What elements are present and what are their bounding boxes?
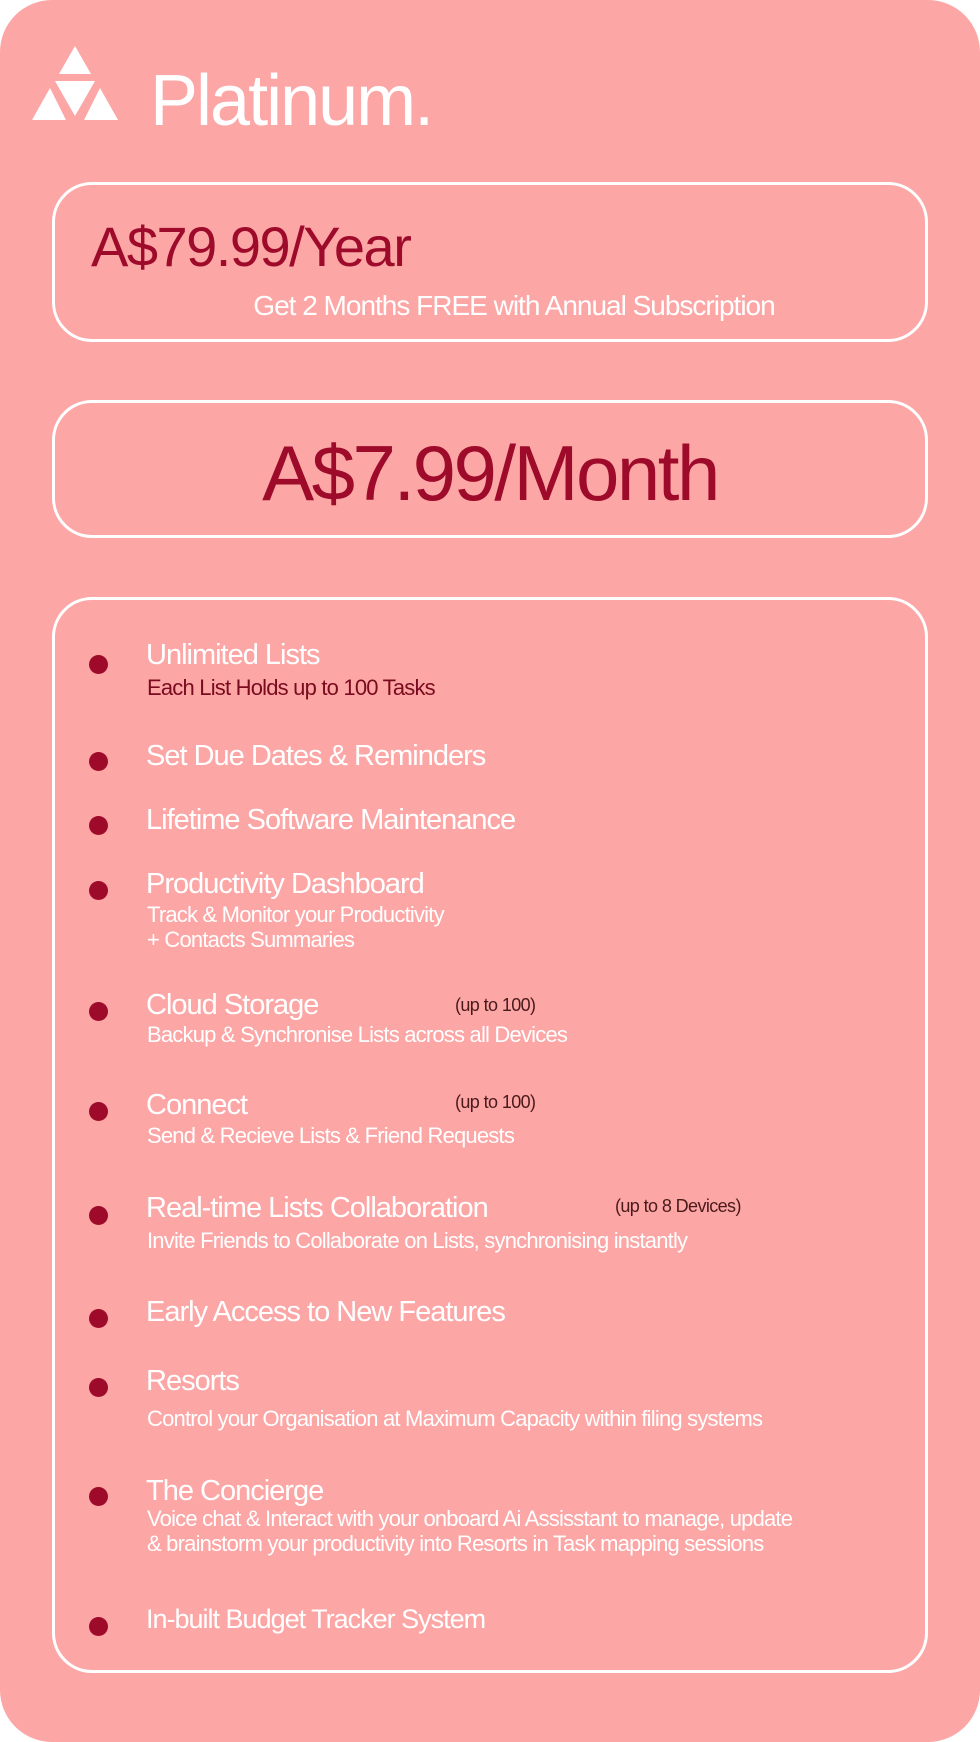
feature-title: Resorts <box>146 1365 239 1397</box>
feature-title: Unlimited Lists <box>146 639 320 671</box>
feature-title: Cloud Storage <box>146 989 319 1021</box>
feature-description: + Contacts Summaries <box>147 927 355 952</box>
feature-title: The Concierge <box>146 1475 324 1507</box>
plan-name: Platinum. <box>150 61 433 141</box>
bullet-icon <box>89 881 108 900</box>
yearly-price: A$79.99/Year <box>91 215 411 278</box>
feature-title: Connect <box>146 1089 248 1121</box>
yearly-promo-note: Get 2 Months FREE with Annual Subscription <box>253 290 775 321</box>
feature-title: In-built Budget Tracker System <box>146 1604 486 1634</box>
feature-description: Control your Organisation at Maximum Capacity within filing systems <box>147 1406 763 1431</box>
bullet-icon <box>89 655 108 674</box>
feature-title: Real-time Lists Collaboration <box>146 1192 488 1224</box>
feature-description: & brainstorm your productivity into Resorts in Task mapping sessions <box>147 1531 764 1556</box>
feature-description: Invite Friends to Collaborate on Lists, synchronising instantly <box>147 1228 688 1253</box>
bullet-icon <box>89 752 108 771</box>
feature-description: Send & Recieve Lists & Friend Requests <box>147 1123 515 1148</box>
feature-limit-note: (up to 100) <box>455 995 536 1015</box>
features-list <box>52 597 928 1673</box>
monthly-price: A$7.99/Month <box>262 429 718 517</box>
feature-limit-note: (up to 100) <box>455 1092 536 1112</box>
bullet-icon <box>89 1617 108 1636</box>
bullet-icon <box>89 1102 108 1121</box>
bullet-icon <box>89 816 108 835</box>
feature-description: Track & Monitor your Productivity <box>147 902 444 927</box>
feature-title: Lifetime Software Maintenance <box>146 804 516 836</box>
yearly-price-option[interactable] <box>52 182 928 342</box>
feature-limit-note: (up to 8 Devices) <box>615 1196 741 1216</box>
feature-description: Backup & Synchronise Lists across all Devices <box>147 1022 568 1047</box>
bullet-icon <box>89 1206 108 1225</box>
feature-title: Set Due Dates & Reminders <box>146 740 486 772</box>
feature-title: Productivity Dashboard <box>146 868 424 900</box>
feature-description: Each List Holds up to 100 Tasks <box>147 675 435 700</box>
bullet-icon <box>89 1378 108 1397</box>
feature-description: Voice chat & Interact with your onboard Ai Assisstant to manage, update <box>147 1506 793 1531</box>
bullet-icon <box>89 1002 108 1021</box>
bullet-icon <box>89 1309 108 1328</box>
feature-title: Early Access to New Features <box>146 1296 505 1328</box>
monthly-price-option[interactable] <box>52 400 928 538</box>
triangle-logo-icon <box>28 46 122 128</box>
bullet-icon <box>89 1487 108 1506</box>
